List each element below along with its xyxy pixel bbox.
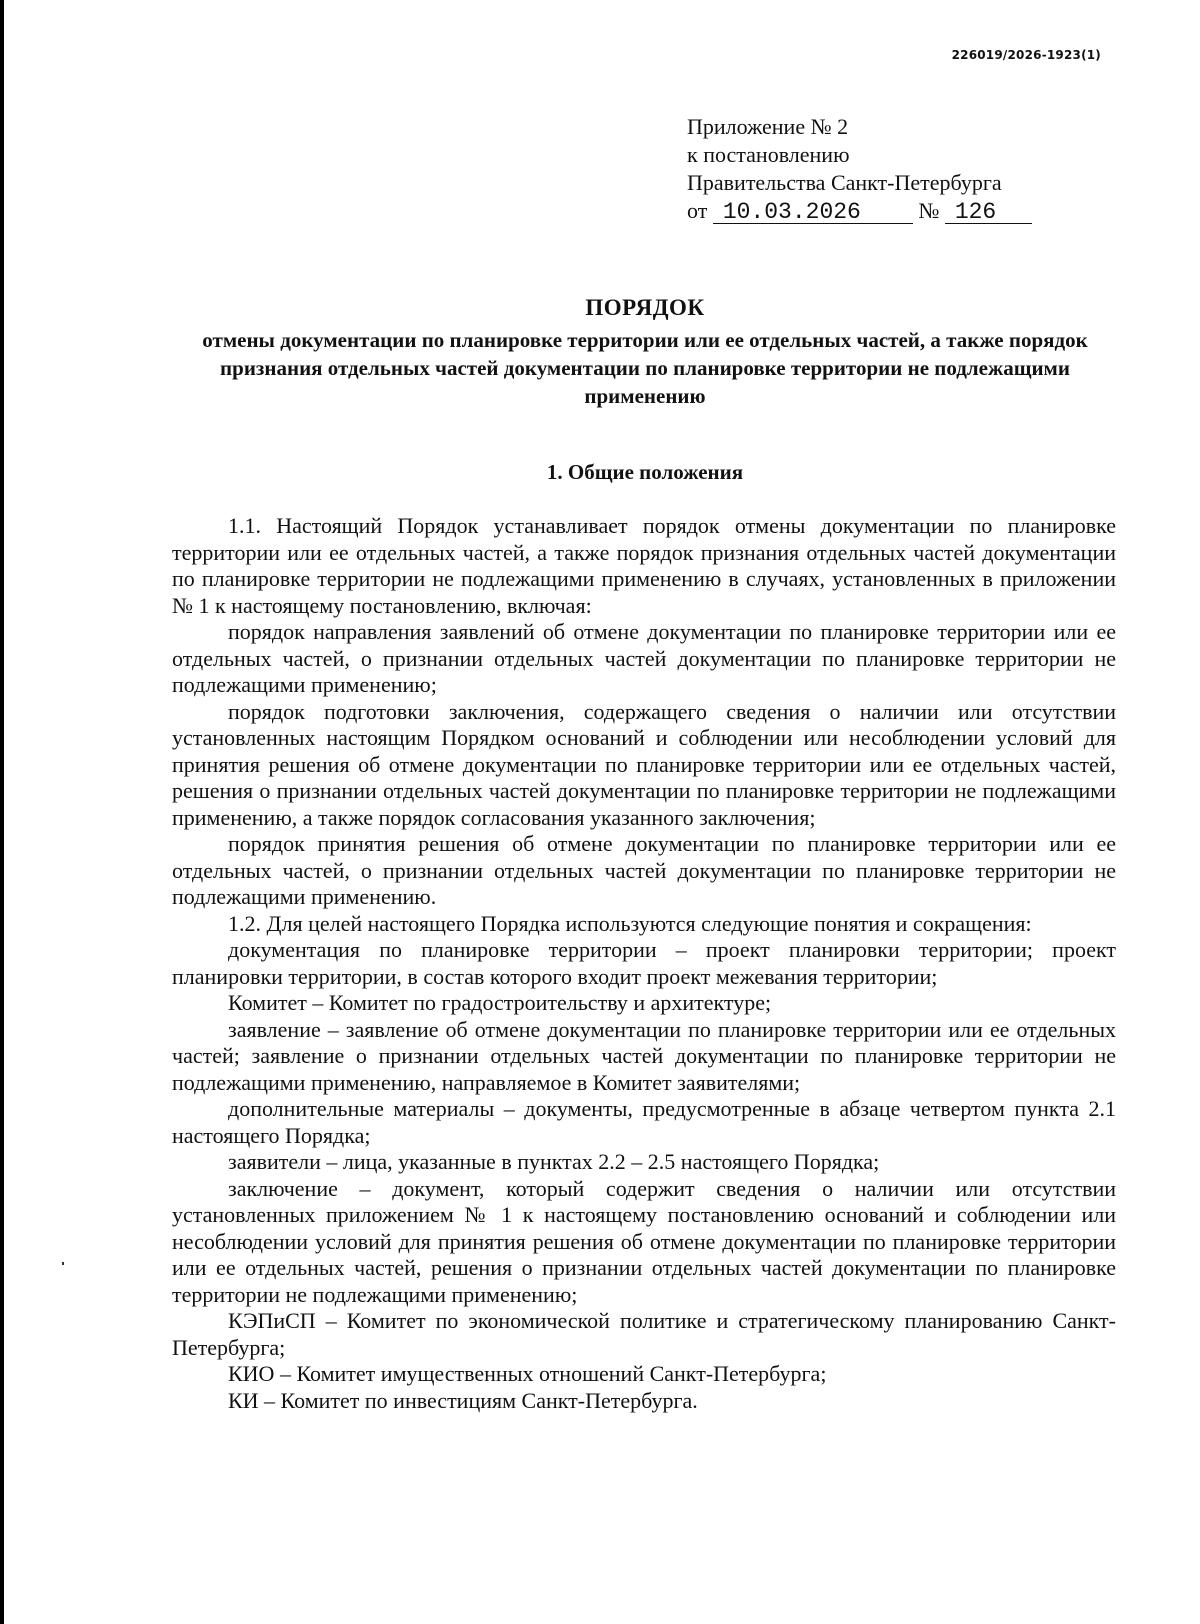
paragraph: заключение – документ, который содержит сведения о наличии или отсутствии установленных приложением № 1 к настоящему постановлению оснований и соблюдении или несоблюдении условий для принятия решения об отмене документации по планировке территории или ее отдельных частей, решения о признании отдельных частей документации по планировке территории не подлежащими применению; [172, 1175, 1116, 1307]
paragraph: заявители – лица, указанные в пунктах 2.2 – 2.5 настоящего Порядка; [228, 1149, 880, 1174]
paragraph: КИО – Комитет имущественных отношений Санкт-Петербурга; [228, 1361, 827, 1386]
date-prefix: от [687, 198, 708, 223]
section-title: 1. Общие положения [546, 460, 744, 484]
annex-line-1: Приложение № 2 [687, 114, 849, 139]
paragraph: заявление – заявление об отмене документации по планировке территории или ее отдельных частей; заявление о признании отдельных частей документации по планировке территории не подлежащими применению, направляемое в Комитет заявителями; [172, 1016, 1116, 1095]
scan-speck [62, 1262, 64, 1265]
number-prefix: № [918, 198, 940, 223]
paragraph: дополнительные материалы – документы, предусмотренные в абзаце четвертом пункта 2.1 настоящего Порядка; [172, 1096, 1116, 1148]
paragraph: порядок направления заявлений об отмене документации по планировке территории или ее отдельных частей, о признании отдельных частей документации по планировке территории не подлежащими применению; [172, 619, 1116, 697]
document-title: ПОРЯДОК [585, 295, 705, 320]
paragraph: Комитет – Комитет по градостроительству и архитектуре; [228, 990, 772, 1015]
scan-border [0, 0, 4, 1624]
annex-block [687, 113, 1032, 225]
annex-line-2: к постановлению [687, 142, 850, 167]
paragraph: порядок подготовки заключения, содержащего сведения о наличии или отсутствии установленных настоящим Порядком оснований и соблюдении или несоблюдении условий для принятия решения об отмене документации по планировке территории или ее отдельных частей, решения о признании отдельных частей документации по планировке территории не подлежащими применению, а также порядок согласования указанного заключения; [172, 698, 1116, 830]
document-subtitle: отмены документации по планировке территории или ее отдельных частей, а также порядок признания отдельных частей документации по планировке территории не подлежащими применению [202, 328, 1088, 408]
paragraph: КИ – Комитет по инвестициям Санкт-Петербурга. [228, 1387, 698, 1413]
resolution-date: 10.03.2026 [713, 200, 913, 224]
annex-date-line [687, 197, 1032, 225]
paragraph: 1.2. Для целей настоящего Порядка используются следующие понятия и сокращения: [228, 910, 1032, 936]
paragraph: документация по планировке территории – проект планировки территории; проект планировки территории, в состав которого входит проект межевания территории; [172, 937, 1116, 989]
annex-line-3: Правительства Санкт-Петербурга [687, 170, 1002, 195]
document-body [172, 513, 1116, 1414]
paragraph: КЭПиСП – Комитет по экономической политике и стратегическому планированию Санкт-Петербурга; [172, 1308, 1116, 1360]
document-id: 226019/2026-1923(1) [951, 48, 1101, 62]
resolution-number: 126 [945, 200, 1032, 224]
paragraph: порядок принятия решения об отмене документации по планировке территории или ее отдельных частей, о признании отдельных частей документации по планировке территории не подлежащими применению. [172, 831, 1116, 909]
paragraph: 1.1. Настоящий Порядок устанавливает порядок отмены документации по планировке территории или ее отдельных частей, а также порядок признания отдельных частей документации по планировке территории не подлежащими применению в случаях, установленных в приложении № 1 к настоящему постановлению, включая: [172, 513, 1116, 618]
